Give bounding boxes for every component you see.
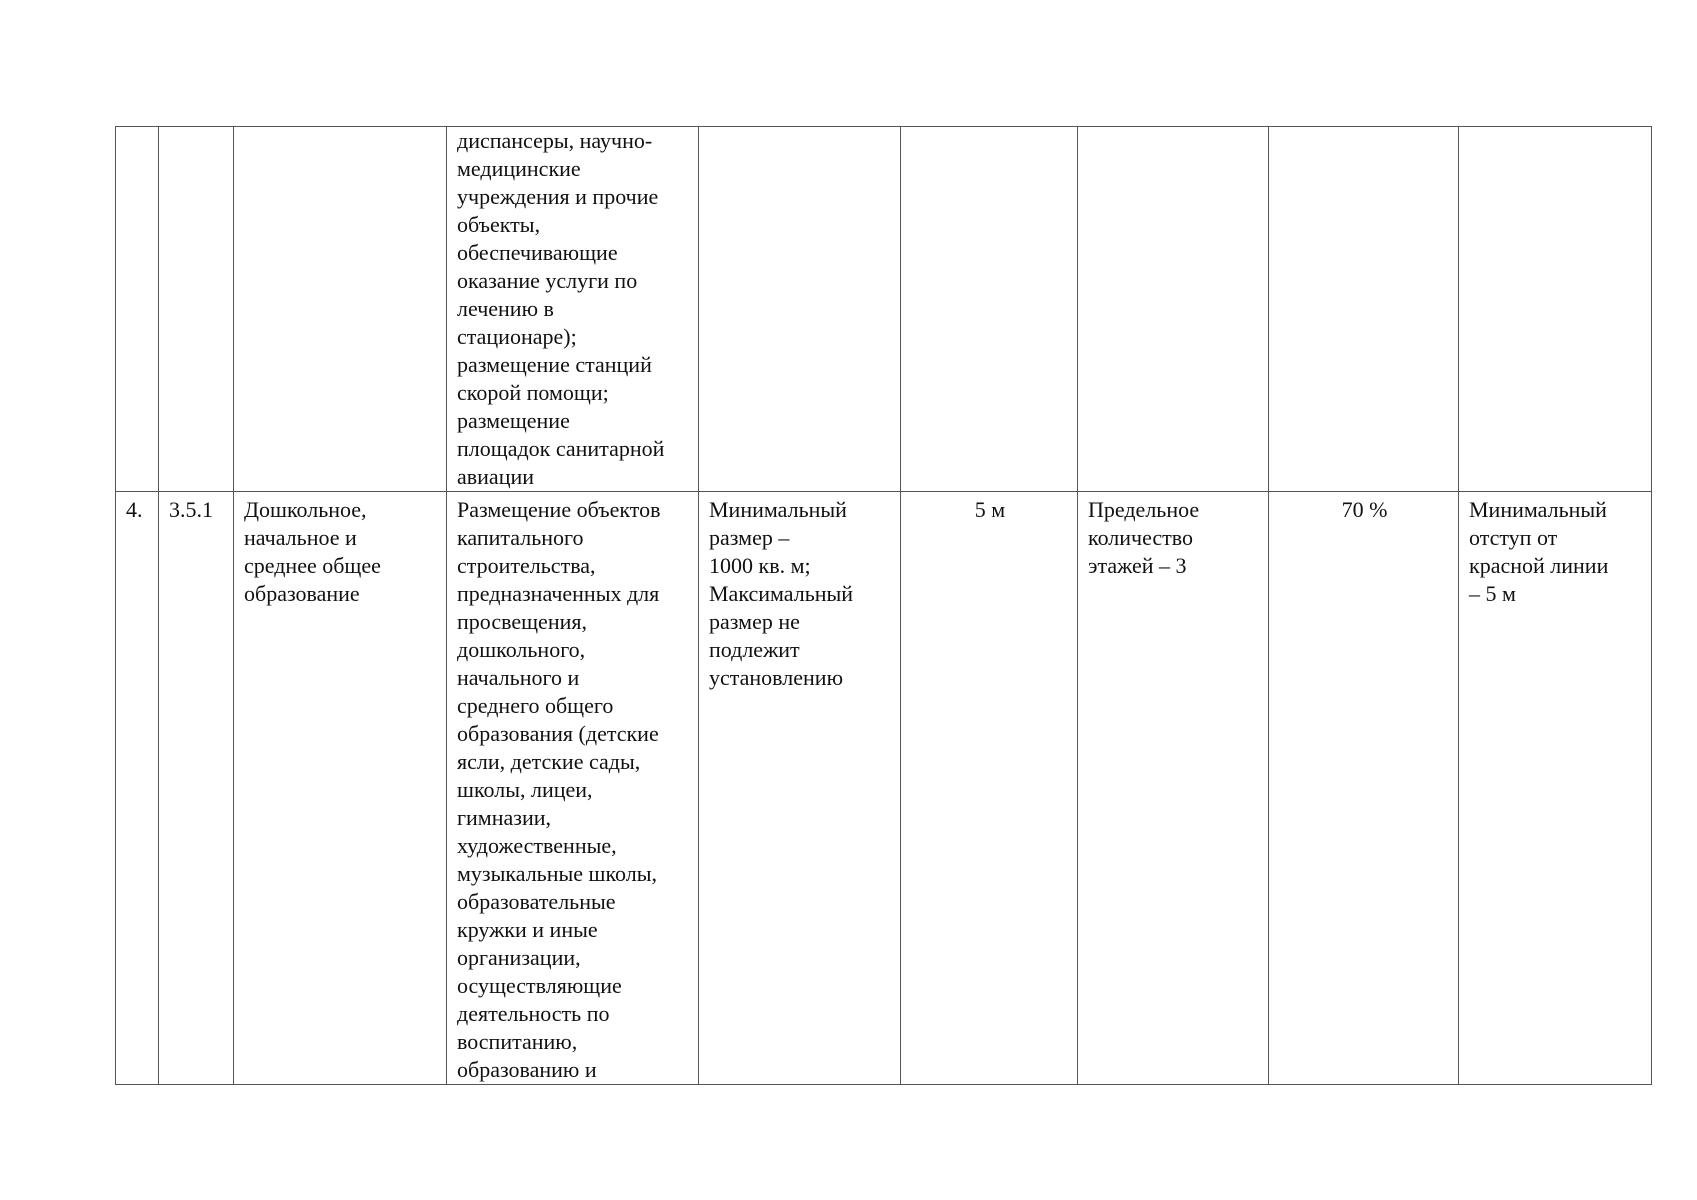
cell-code: 3.5.1 (159, 492, 234, 1085)
cell-other (1459, 492, 1652, 1085)
cell-plot-size (699, 492, 901, 1085)
table-row (116, 492, 1652, 1085)
text-line: образования (детские (457, 721, 659, 746)
text-line: Дошкольное, (244, 497, 367, 522)
cell-number: 4. (116, 492, 159, 1085)
text-line: Размещение объектов (457, 497, 661, 522)
text-line: размещение станций (457, 352, 652, 377)
regulations-table (115, 126, 1652, 1085)
text-line: Предельное (1088, 497, 1200, 522)
text-line: начального и (457, 665, 580, 690)
text-line: количество (1088, 525, 1194, 550)
text-line: образованию и (457, 1057, 597, 1082)
text-line: просвещения, (457, 609, 587, 634)
text-line: школы, лицеи, (457, 777, 593, 802)
text-line: обеспечивающие (457, 240, 618, 265)
cell-name (234, 127, 447, 492)
text-line: осуществляющие (457, 973, 622, 998)
cell-number (116, 127, 159, 492)
text-line: начальное и (244, 525, 357, 550)
text-line: музыкальные школы, (457, 861, 658, 886)
text-line: организации, (457, 945, 581, 970)
text-line: размер – (709, 525, 790, 550)
cell-coverage (1269, 127, 1459, 492)
text-line: диспансеры, научно- (457, 128, 653, 153)
text-line: лечению в (457, 296, 554, 321)
text-line: оказание услуги по (457, 268, 638, 293)
text-line: среднего общего (457, 693, 614, 718)
text-line: этажей – 3 (1088, 553, 1187, 578)
text-line: размер не (709, 609, 800, 634)
text-line: среднее общее (244, 553, 381, 578)
text-line: строительства, (457, 553, 596, 578)
text-line: гимназии, (457, 805, 551, 830)
cell-description (447, 492, 699, 1085)
cell-other (1459, 127, 1652, 492)
text-line: образовательные (457, 889, 616, 914)
cell-code (159, 127, 234, 492)
table-row (116, 127, 1652, 492)
text-line: учреждения и прочие (457, 184, 659, 209)
text-line: дошкольного, (457, 637, 586, 662)
text-line: капитального (457, 525, 584, 550)
text-line: Максимальный (709, 581, 854, 606)
cell-name (234, 492, 447, 1085)
text-line: отступ от (1469, 525, 1558, 550)
cell-floors (1078, 492, 1269, 1085)
cell-setback: 5 м (901, 492, 1078, 1085)
text-line: предназначенных для (457, 581, 660, 606)
cell-coverage: 70 % (1269, 492, 1459, 1085)
text-line: красной линии (1469, 553, 1609, 578)
cell-description (447, 127, 699, 492)
text-line: установлению (709, 665, 844, 690)
text-line: размещение (457, 408, 570, 433)
text-line: ясли, детские сады, (457, 749, 641, 774)
text-line: – 5 м (1469, 581, 1516, 606)
text-line: стационаре); (457, 324, 577, 349)
cell-floors (1078, 127, 1269, 492)
cell-setback (901, 127, 1078, 492)
text-line: Минимальный (1469, 497, 1607, 522)
text-line: воспитанию, (457, 1029, 578, 1054)
text-line: авиации (457, 464, 535, 489)
text-line: 1000 кв. м; (709, 553, 811, 578)
text-line: объекты, (457, 212, 541, 237)
text-line: скорой помощи; (457, 380, 609, 405)
text-line: деятельность по (457, 1001, 610, 1026)
text-line: художественные, (457, 833, 617, 858)
text-line: площадок санитарной (457, 436, 665, 461)
text-line: Минимальный (709, 497, 847, 522)
text-line: кружки и иные (457, 917, 598, 942)
text-line: образование (244, 581, 360, 606)
text-line: медицинские (457, 156, 581, 181)
cell-plot-size (699, 127, 901, 492)
text-line: подлежит (709, 637, 800, 662)
